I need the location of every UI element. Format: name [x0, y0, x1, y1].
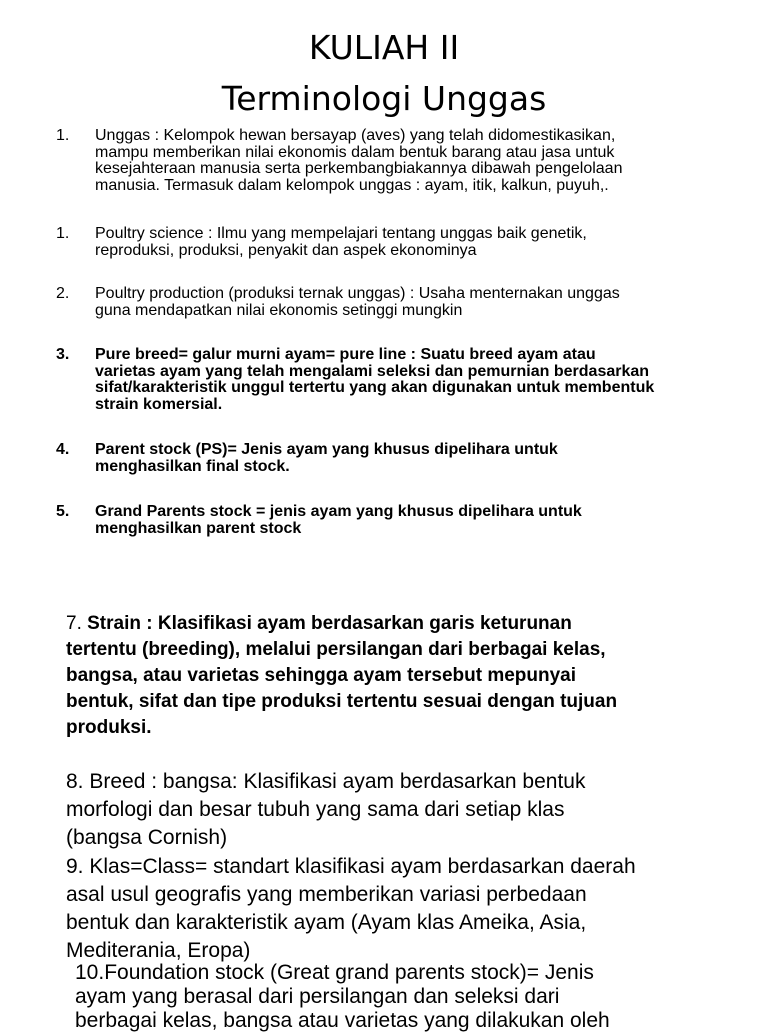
- list-item: [56, 128, 746, 194]
- list-text: Unggas : Kelompok hewan bersayap (aves) yang telah didomestikasikan, mampu memberikan nilai ekonomis dalam bentuk barang atau jasa untuk kesejahteraan manusia serta perkembangbiakannya dibawah pengelolaan manusia. Termasuk dalam kelompok unggas : ayam, itik, kalkun, puyuh,.: [95, 127, 623, 194]
- list-item: [56, 226, 746, 259]
- paragraph-number: 7.: [66, 613, 88, 634]
- list-text: Poultry science : Ilmu yang mempelajari tentang unggas baik genetik, reproduksi, produksi, penyakit dan aspek ekonominya: [95, 225, 587, 259]
- list-text: Poultry production (produksi ternak unggas) : Usaha menternakan unggas guna mendapatkan nilai ekonomis setinggi mungkin: [95, 285, 620, 319]
- list-text: Pure breed= galur murni ayam= pure line : Suatu breed ayam atau varietas ayam yang telah mengalami seleksi dan pemurnian berdasarkan sifat/karakteristik unggul tertertu yang akan digunakan untuk membentuk strain komersial.: [95, 346, 655, 413]
- list-item: [56, 286, 746, 319]
- paragraph-klas: 9. Klas=Class= standart klasifikasi ayam berdasarkan daerah asal usul geografis yang memberikan variasi perbedaan bentuk dan karakteristik ayam (Ayam klas Ameika, Asia, Mediterania, Eropa): [66, 855, 636, 962]
- list-number: 3.: [56, 346, 70, 363]
- list-number: 1.: [56, 225, 70, 242]
- page-subtitle: Terminologi Unggas: [221, 79, 547, 118]
- list-item: [56, 504, 746, 537]
- list-number: 1.: [56, 127, 70, 144]
- paragraph-breed: 8. Breed : bangsa: Klasifikasi ayam berdasarkan bentuk morfologi dan besar tubuh yang sama dari setiap klas (bangsa Cornish): [66, 770, 586, 849]
- list-number: 4.: [56, 441, 70, 458]
- list-text: Parent stock (PS)= Jenis ayam yang khusus dipelihara untuk menghasilkan final stock.: [95, 441, 558, 475]
- list-text: Grand Parents stock = jenis ayam yang khusus dipelihara untuk menghasilkan parent stock: [95, 503, 582, 537]
- list-number: 2.: [56, 285, 70, 302]
- list-item: [56, 442, 746, 475]
- list-item: [56, 347, 746, 413]
- paragraph-text: Strain : Klasifikasi ayam berdasarkan garis keturunan tertentu (breeding), melalui persilangan dari berbagai kelas, bangsa, atau varietas sehingga ayam tersebut mepunyai bentuk, sifat dan tipe produksi tertentu sesuai dengan tujuan produksi.: [66, 613, 618, 738]
- paragraph-foundation-stock: 10.Foundation stock (Great grand parents stock)= Jenis ayam yang berasal dari persilangan dan seleksi dari berbagai kelas, bangsa atau varietas yang dilakukan oleh: [75, 961, 610, 1032]
- page-title: KULIAH II: [308, 28, 460, 67]
- paragraph-strain: [66, 611, 756, 741]
- list-number: 5.: [56, 503, 70, 520]
